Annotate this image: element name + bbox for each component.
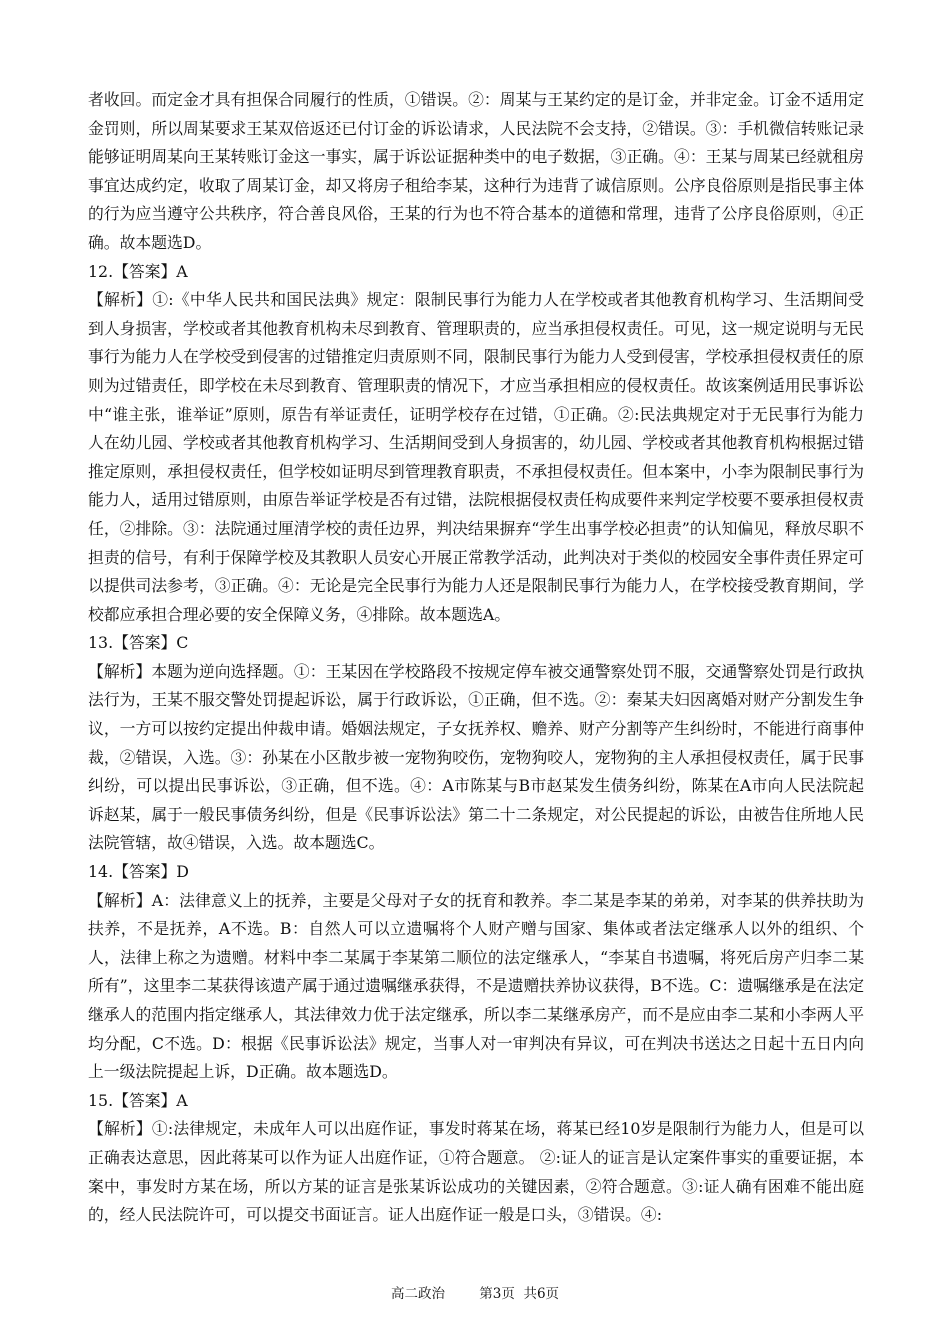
analysis-q12: 【解析】①:《中华人民共和国民法典》规定：限制民事行为能力人在学校或者其他教育机构学习、生活期间受到人身损害，学校或者其他教育机构未尽到教育、管理职责的，应当承担侵权责任。可见，这一规定说明与无民事行为能力人在学校受到侵害的过错推定归责原则不同，限制民事行为能力人受到侵害，学校承担侵权责任的原则为过错责任，即学校在未尽到教育、管理职责的情况下，才应当承担相应的侵权责任。故该案例适用民事诉讼中“谁主张，谁举证”原则，原告有举证责任，证明学校存在过错，①正确。②:民法典规定对于无民事行为能力人在幼儿园、学校或者其他教育机构学习、生活期间受到人身损害的，幼儿园、学校或者其他教育机构根据过错推定原则，承担侵权责任，但学校如证明尽到管理教育职责，不承担侵权责任。但本案中，小李为限制民事行为能力人，适用过错原则，由原告举证学校是否有过错，法院根据侵权责任构成要件来判定学校要不要承担侵权责任，②排除。③：法院通过厘清学校的责任边界，判决结果摒弃“学生出事学校必担责”的认知偏见，释放尽职不担责的信号，有利于保障学校及其教职人员安心开展正常教学活动，此判决对于类似的校园安全事件责任界定可以提供司法参考，③正确。④：无论是完全民事行为能力人还是限制民事行为能力人，在学校接受教育期间，学校都应承担合理必要的安全保障义务，④排除。故本题选A。 <box>88 290 864 624</box>
analysis-q15: 【解析】①:法律规定，未成年人可以出庭作证，事发时蒋某在场，蒋某已经10岁是限制行为能力人，但是可以正确表达意思，因此蒋某可以作为证人出庭作证，①符合题意。 ②:证人的证言是认定案件事实的重要证据，本案中，事发时方某在场，所以方某的证言是张某诉讼成功的关键因素，②符合题意。③:证人确有困难不能出庭的，经人民法院许可，可以提交书面证言。证人出庭作证一般是口头，③错误。④: <box>88 1119 864 1225</box>
answer-heading-q13: 13.【答案】C <box>88 633 189 653</box>
analysis-q14: 【解析】A：法律意义上的抚养，主要是父母对子女的抚育和教养。李二某是李某的弟弟，对李某的供养扶助为扶养，不是抚养，A不选。B：自然人可以立遗嘱将个人财产赠与国家、集体或者法定继承人以外的组织、个人，法律上称之为遗赠。材料中李二某属于李某第二顺位的法定继承人，“李某自书遗嘱，将死后房产归李二某所有”，这里李二某获得该遗产属于通过遗嘱继承获得，不是遗赠扶养协议获得，B不选。C：遗嘱继承是在法定继承人的范围内指定继承人，其法律效力优于法定继承，所以李二某继承房产，而不是应由李二某和小李两人平均分配，C不选。D：根据《民事诉讼法》规定，当事人对一审判决有异议，可在判决书送达之日起十五日内向上一级法院提起上诉，D正确。故本题选D。 <box>88 890 864 1082</box>
answer-heading-q15: 15.【答案】A <box>88 1090 188 1110</box>
paragraph-q11-continuation: 者收回。而定金才具有担保合同履行的性质，①错误。②：周某与王某约定的是订金，并非定金。订金不适用定金罚则，所以周某要求王某双倍返还已付订金的诉讼请求，人民法院不会支持，②错误。③：手机微信转账记录能够证明周某向王某转账订金这一事实，属于诉讼证据种类中的电子数据，③正确。④：王某与周某已经就租房事宜达成约定，收取了周某订金，却又将房子租给李某，这种行为违背了诚信原则。公序良俗原则是指民事主体的行为应当遵守公共秩序，符合善良风俗，王某的行为也不符合基本的道德和常理，违背了公序良俗原则，④正确。故本题选D。 <box>88 90 864 252</box>
page-footer: 高二政治 第3页 共6页 <box>390 1286 560 1302</box>
document-body <box>88 86 864 1230</box>
answer-heading-q14: 14.【答案】D <box>88 862 189 882</box>
analysis-q13: 【解析】本题为逆向选择题。①：王某因在学校路段不按规定停车被交通警察处罚不服，交通警察处罚是行政执法行为，王某不服交警处罚提起诉讼，属于行政诉讼，①正确，但不选。②：秦某夫妇因离婚对财产分割发生争议，一方可以按约定提出仲裁申请。婚姻法规定，子女抚养权、赡养、财产分割等产生纠纷时，不能进行商事仲裁，②错误，入选。③：孙某在小区散步被一宠物狗咬伤，宠物狗咬人，宠物狗的主人承担侵权责任，属于民事纠纷，可以提出民事诉讼，③正确，但不选。④：A市陈某与B市赵某发生债务纠纷，陈某在A市向人民法院起诉赵某，属于一般民事债务纠纷，但是《民事诉讼法》第二十二条规定，对公民提起的诉讼，由被告住所地人民法院管辖，故④错误，入选。故本题选C。 <box>88 661 864 853</box>
answer-heading-q12: 12.【答案】A <box>88 261 188 281</box>
